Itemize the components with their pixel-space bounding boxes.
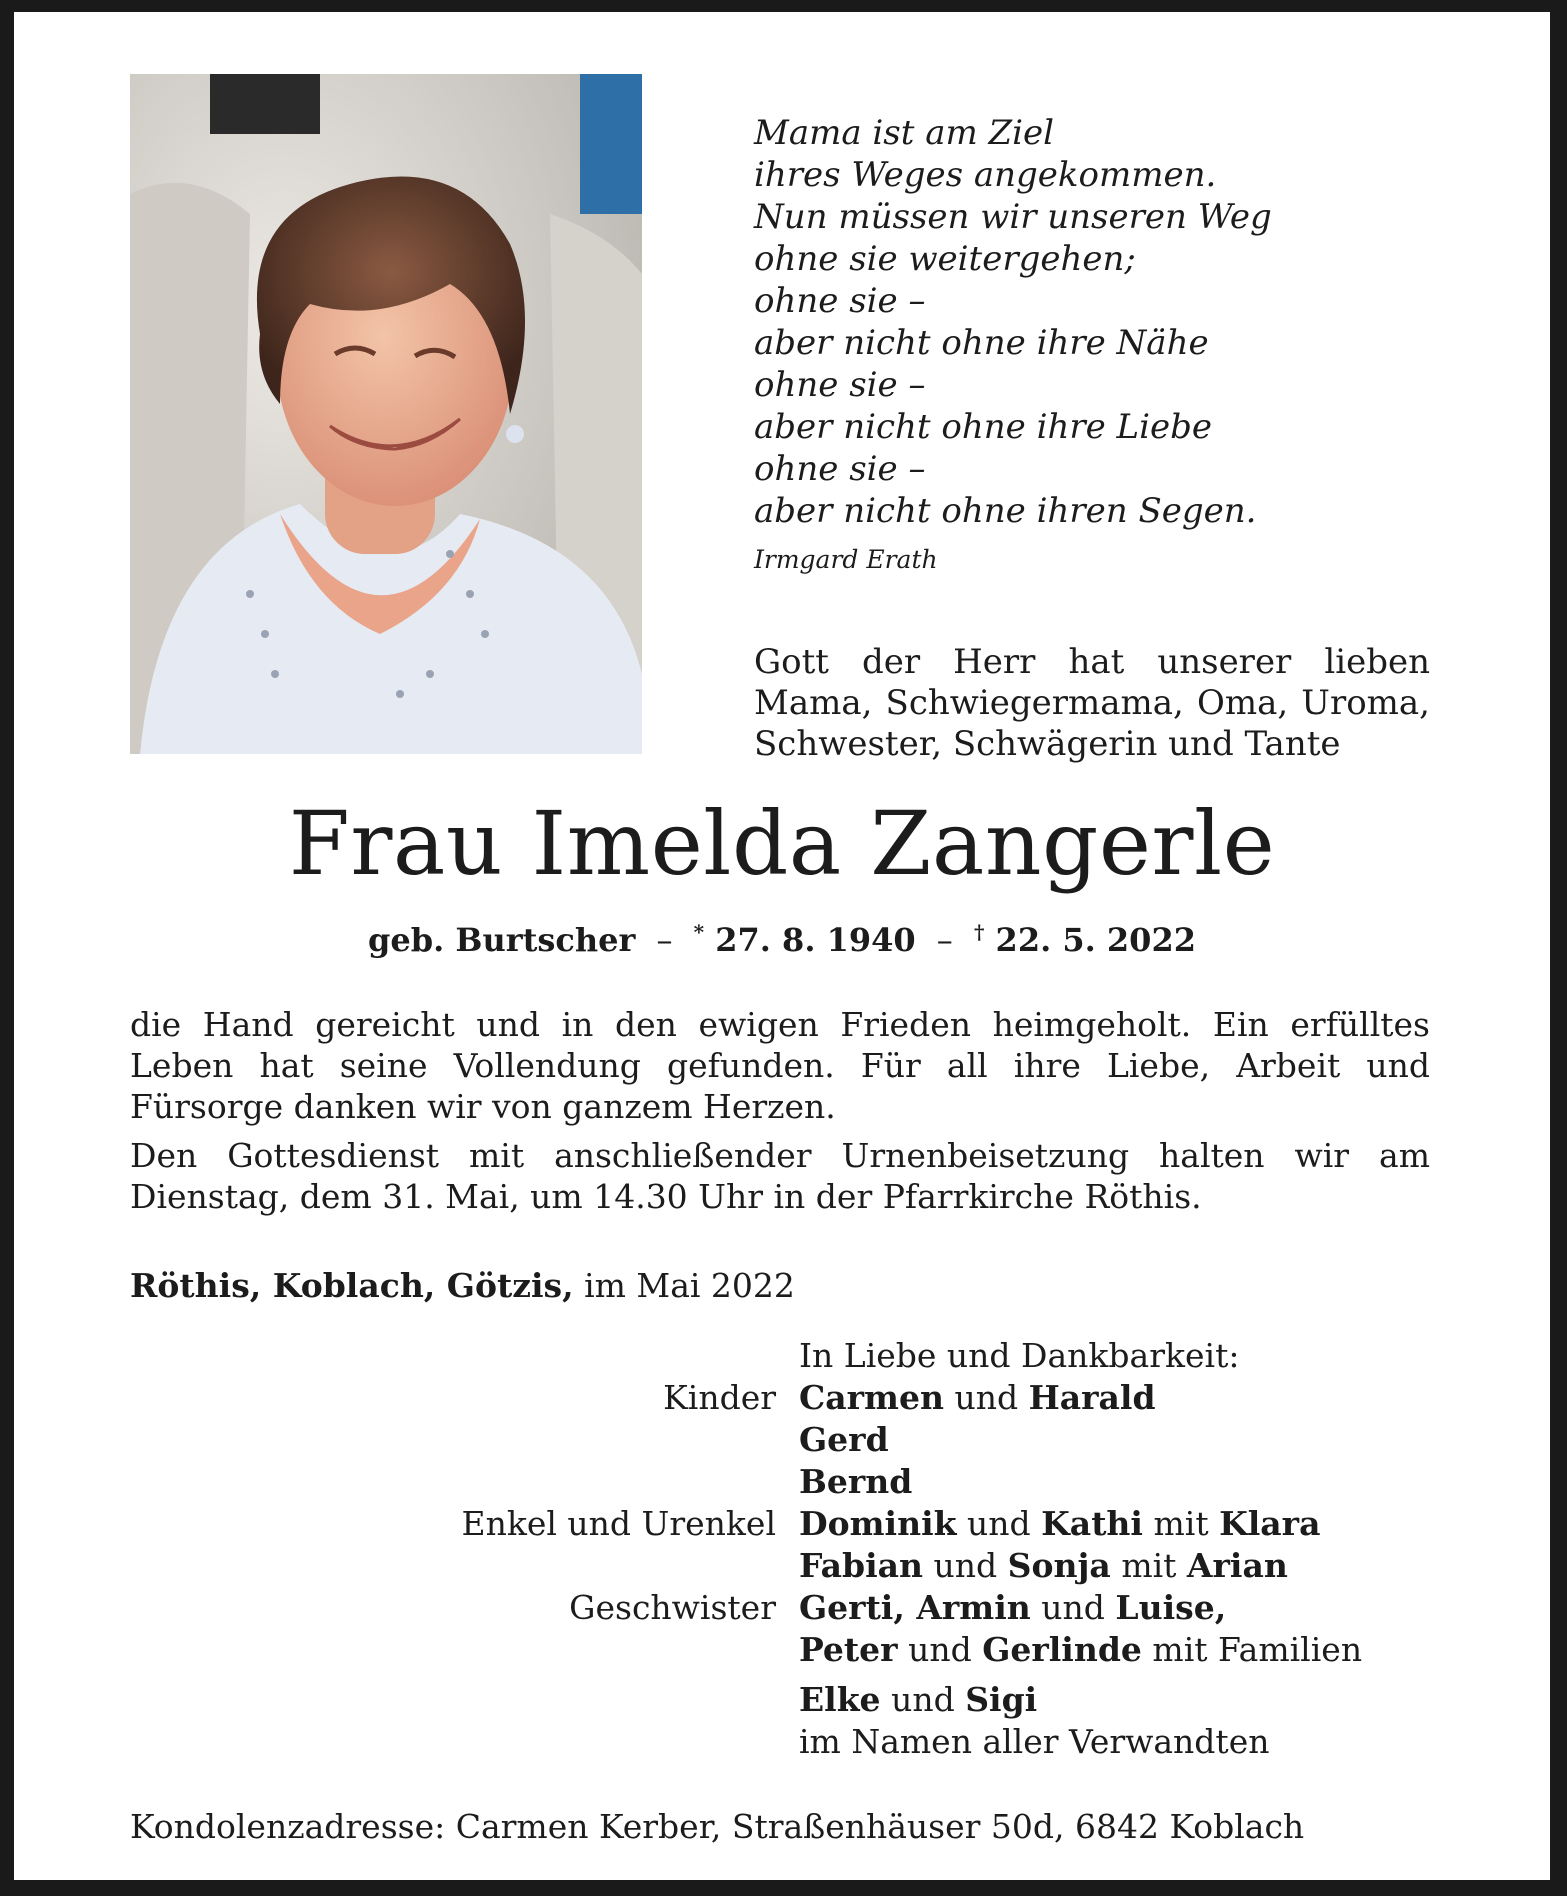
death-date: 22. 5. 2022 [995, 921, 1196, 959]
mourner-names: Carmen und Harald [799, 1378, 1156, 1417]
birth-name: geb. Burtscher [368, 921, 636, 959]
poem-line: ohne sie – [754, 365, 926, 405]
life-dates [14, 920, 1550, 959]
death-symbol: † [973, 920, 985, 944]
list-item [130, 1377, 1430, 1419]
mourner-names: Fabian und Sonja mit Arian [799, 1546, 1288, 1585]
birth-date: 27. 8. 1940 [715, 921, 916, 959]
list-item [130, 1679, 1430, 1721]
mourner-names: Gerti, Armin und Luise, [799, 1588, 1227, 1627]
memorial-poem [754, 112, 1474, 532]
poem-line: Nun müssen wir unseren Weg [754, 197, 1272, 237]
intro-text: Gott der Herr hat unserer lieben Mama, Schwiegermama, Oma, Uroma, Schwester, Schwägerin und Tante [754, 642, 1430, 764]
children-label: Kinder [663, 1378, 776, 1417]
service-paragraph: Den Gottesdienst mit anschließender Urnenbeisetzung halten wir am Dienstag, dem 31. Mai, um 14.30 Uhr in der Pfarrkirche Röthis. [130, 1136, 1430, 1216]
date-separator: – [656, 921, 673, 959]
poem-line: Mama ist am Ziel [754, 113, 1055, 153]
spacer [130, 1671, 1430, 1679]
date-separator: – [936, 921, 953, 959]
poem-line: aber nicht ohne ihren Segen. [754, 491, 1257, 531]
body-paragraph: die Hand gereicht und in den ewigen Frieden heimgeholt. Ein erfülltes Leben hat seine Vollendung gefunden. Für all ihre Liebe, Arbeit und Fürsorge danken wir von ganzem Herzen. [130, 1005, 1430, 1126]
list-item [130, 1503, 1430, 1545]
mourner-names: Gerd [799, 1420, 889, 1459]
relatives-note: im Namen aller Verwandten [799, 1722, 1270, 1761]
mourners-heading-row [130, 1335, 1430, 1377]
list-item [130, 1461, 1430, 1503]
list-item [130, 1419, 1430, 1461]
mourner-names: Elke und Sigi [799, 1680, 1038, 1719]
mourner-names: Peter und Gerlinde mit Familien [799, 1630, 1363, 1669]
grandchildren-label: Enkel und Urenkel [461, 1504, 776, 1543]
month-year: im Mai 2022 [584, 1266, 795, 1305]
mourners-list [130, 1335, 1430, 1763]
poem-line: aber nicht ohne ihre Liebe [754, 407, 1213, 447]
poem-line: ihres Weges angekommen. [754, 155, 1217, 195]
poem-line: ohne sie weitergehen; [754, 239, 1136, 279]
towns: Röthis, Koblach, Götzis, [130, 1266, 574, 1305]
list-item [130, 1721, 1430, 1763]
deceased-name: Frau Imelda Zangerle [288, 792, 1276, 895]
portrait-illustration [130, 74, 642, 754]
birth-symbol: * [693, 920, 705, 944]
mourner-names: Dominik und Kathi mit Klara [799, 1504, 1321, 1543]
poem-line: ohne sie – [754, 449, 926, 489]
poem-line: aber nicht ohne ihre Nähe [754, 323, 1209, 363]
list-item [130, 1545, 1430, 1587]
mourners-heading: In Liebe und Dankbarkeit: [799, 1336, 1240, 1375]
place-and-date [130, 1266, 795, 1305]
portrait-photo [130, 74, 642, 754]
mourner-names: Bernd [799, 1462, 913, 1501]
list-item [130, 1629, 1430, 1671]
obituary-notice [14, 12, 1550, 1880]
siblings-label: Geschwister [569, 1588, 776, 1627]
list-item [130, 1587, 1430, 1629]
poem-line: ohne sie – [754, 281, 926, 321]
condolence-address: Kondolenzadresse: Carmen Kerber, Straßenhäuser 50d, 6842 Koblach [130, 1807, 1305, 1846]
obituary-body [130, 1004, 1430, 1225]
poem-author: Irmgard Erath [754, 545, 938, 574]
